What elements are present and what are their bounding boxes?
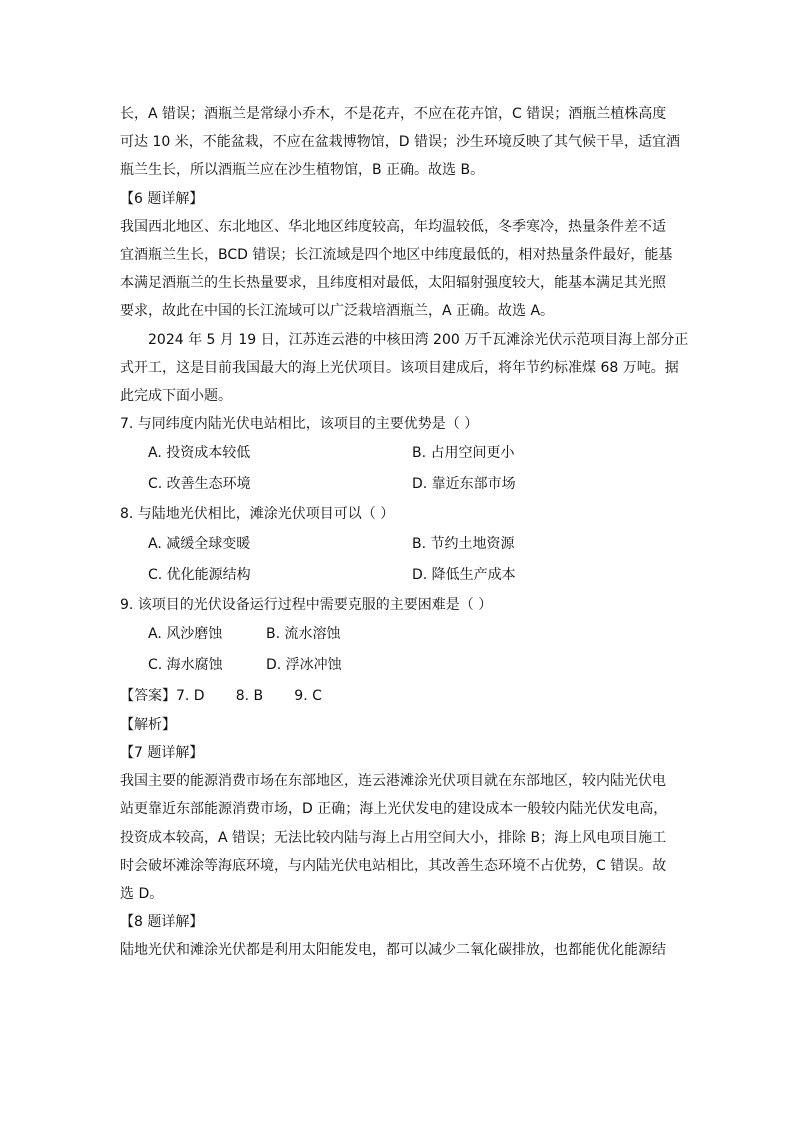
option-c: C. 优化能源结构	[148, 566, 251, 583]
text-line: 我国主要的能源消费市场在东部地区，连云港滩涂光伏项目就在东部地区，较内陆光伏电	[120, 773, 666, 790]
q8-explanation	[120, 936, 676, 964]
document-content	[120, 100, 689, 965]
option-row	[120, 650, 676, 681]
answer-line: 【答案】7. D 8. B 9. C	[120, 687, 322, 704]
option-row	[120, 469, 676, 500]
q6-heading: 【6 题详解】	[120, 190, 204, 207]
q6-explanation	[120, 213, 676, 326]
text-line: 长，A 错误；酒瓶兰是常绿小乔木，不是花卉，不应在花卉馆，C 错误；酒瓶兰植株高度	[120, 106, 667, 122]
option-b: B. 流水溶蚀	[266, 625, 341, 642]
question-8	[120, 500, 676, 590]
option-row	[120, 619, 676, 650]
text-line: 时会破坏滩涂等海底环境，与内陆光伏电站相比，其改善生态环境不占优势，C 错误。故	[120, 857, 667, 874]
question-stem: 7. 与同纬度内陆光伏电站相比，该项目的主要优势是（ ）	[120, 416, 479, 433]
analysis-heading: 【解析】	[120, 716, 176, 733]
option-d: D. 靠近东部市场	[412, 476, 516, 493]
text-line: 瓶兰生长，所以酒瓶兰应在沙生植物馆，B 正确。故选 B。	[120, 162, 485, 179]
option-row	[120, 560, 676, 591]
q8-heading: 【8 题详解】	[120, 914, 204, 931]
question-7	[120, 410, 676, 500]
text-line: 陆地光伏和滩涂光伏都是利用太阳能发电，都可以减少二氧化碳排放，也都能优化能源结	[120, 942, 666, 959]
text-line: 宜酒瓶兰生长，BCD 错误；长江流域是四个地区中纬度最低的，相对热量条件最好，能基	[120, 247, 673, 264]
option-a: A. 风沙磨蚀	[148, 625, 223, 642]
text-line: 本满足酒瓶兰的生长热量要求，且纬度相对最低，太阳辐射强度较大，能基本满足其光照	[120, 275, 666, 292]
text-line: 我国西北地区、东北地区、华北地区纬度较高，年均温较低，冬季寒冷，热量条件差不适	[120, 218, 666, 235]
q7-heading: 【7 题详解】	[120, 745, 204, 762]
option-row	[120, 438, 676, 469]
text-line: 要求，故此在中国的长江流域可以广泛栽培酒瓶兰，A 正确。故选 A。	[120, 303, 555, 320]
option-c: C. 海水腐蚀	[148, 656, 223, 673]
option-a: A. 投资成本较低	[148, 445, 251, 462]
option-b: B. 节约土地资源	[412, 535, 515, 552]
q7-explanation	[120, 767, 676, 908]
option-c: C. 改善生态环境	[148, 476, 251, 493]
text-line: 投资成本较高，A 错误；无法比较内陆与海上占用空间大小，排除 B；海上风电项目施工	[120, 829, 667, 846]
question-stem: 8. 与陆地光伏相比，滩涂光伏项目可以（ ）	[120, 506, 395, 523]
option-row	[120, 529, 676, 560]
text-line: 2024 年 5 月 19 日，江苏连云港的中核田湾 200 万千瓦滩涂光伏示范项目海上部分正	[148, 331, 689, 348]
text-line: 选 D。	[120, 886, 164, 903]
text-line: 此完成下面小题。	[120, 388, 232, 405]
text-line: 式开工，这是目前我国最大的海上光伏项目。该项目建成后，将年节约标准煤 68 万吨。据	[120, 359, 679, 376]
question-9	[120, 591, 676, 681]
option-d: D. 降低生产成本	[412, 566, 516, 583]
option-a: A. 减缓全球变暖	[148, 535, 251, 552]
continuation-paragraph	[120, 100, 680, 185]
text-line: 站更靠近东部能源消费市场，D 正确；海上光伏发电的建设成本一般较内陆光伏发电高，	[120, 801, 668, 818]
option-b: B. 占用空间更小	[412, 445, 515, 462]
passage	[120, 326, 689, 411]
text-line: 可达 10 米，不能盆栽，不应在盆栽博物馆，D 错误；沙生环境反映了其气候干旱，适宜酒	[120, 134, 680, 151]
question-stem: 9. 该项目的光伏设备运行过程中需要克服的主要困难是（ ）	[120, 596, 493, 613]
option-d: D. 浮冰冲蚀	[266, 656, 342, 673]
